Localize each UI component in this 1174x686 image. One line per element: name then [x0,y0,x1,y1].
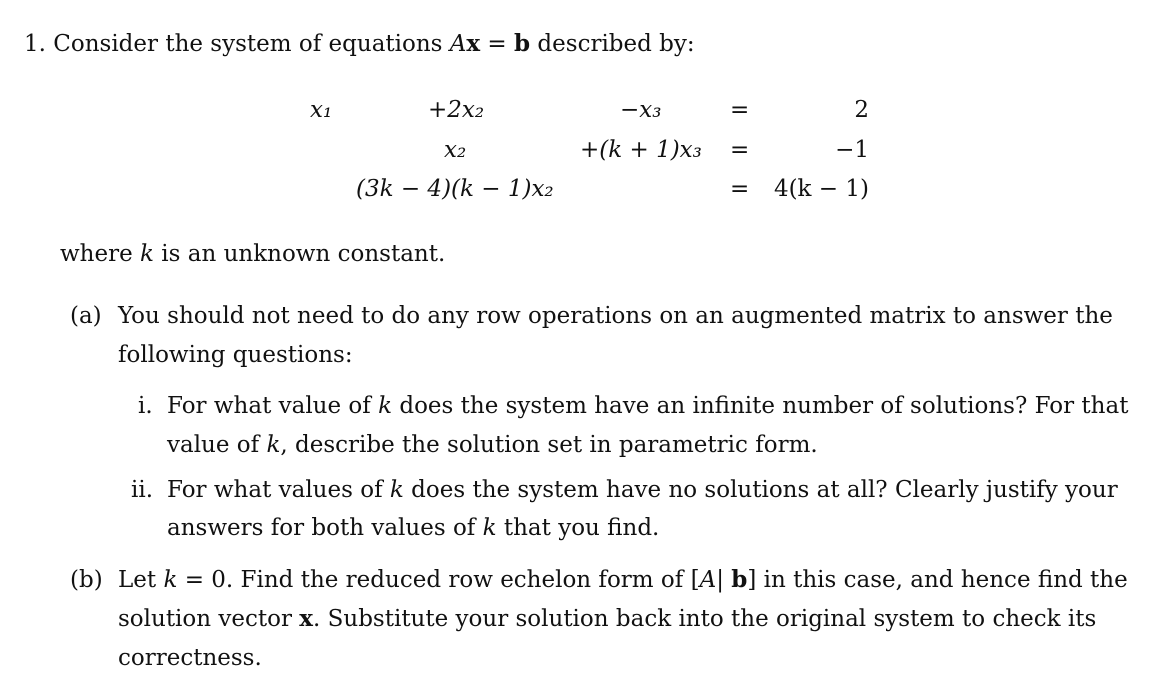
eq-row2-rhs: −1 [835,137,869,163]
problem-intro-tail: described by: [530,31,695,57]
b-line2-post: . Substitute your solution back into the original system to check its [313,606,1097,632]
part-a-line1: You should not need to do any row operations on an augmented matrix to answer the [118,303,1113,329]
problem-number: 1. [24,31,46,57]
i-line2-post: , describe the solution set in parametric form. [280,432,818,458]
eq-row2-col2: x₂ [444,137,467,163]
problem-header [24,31,695,57]
part-a-i-line1 [167,393,1128,419]
part-b-line3: correctness. [118,645,262,671]
ii-line2-post: that you find. [496,515,660,541]
eq-row1-col2: +2x₂ [428,97,485,123]
k-symbol: k [163,567,178,593]
eq-row3-col2: (3k − 4)(k − 1)x₂ [356,176,554,202]
k-symbol: k [378,393,393,419]
ii-line2-pre: answers for both values of [167,515,483,541]
part-b-line1 [118,567,1128,593]
augment-bar: | [716,567,732,593]
part-b-label: (b) [70,567,103,593]
eq-row2-col3: +(k + 1)x₃ [580,137,702,163]
part-a-ii-line1 [167,477,1118,503]
part-a-label: (a) [70,303,102,329]
part-b-line2 [118,606,1096,632]
eq-row1-col3: −x₃ [620,97,662,123]
part-a-line2: following questions: [118,342,353,368]
where-line [60,241,445,267]
eq-row2-equals: = [730,137,750,163]
k-symbol: k [266,432,281,458]
eq-row1-equals: = [730,97,750,123]
eq-row3-equals: = [730,176,750,202]
where-post: is an unknown constant. [153,241,446,267]
vector-x-symbol: x [466,30,481,57]
b-line1-pre: Let [118,567,164,593]
b-line2-pre: solution vector [118,606,300,632]
ii-line1-pre: For what values of [167,477,390,503]
i-line1-pre: For what value of [167,393,379,419]
b-line1-eq: = 0. Find the reduced row echelon form of [ [177,567,700,593]
matrix-A-symbol: A [449,31,467,57]
eq-row1-rhs: 2 [854,97,869,123]
i-line1-post: does the system have an infinite number of solutions? For that [392,393,1129,419]
part-a-ii-line2 [167,515,659,541]
part-a-i-label: i. [138,393,153,419]
equals-sign: = [480,31,515,57]
k-symbol: k [389,477,404,503]
ii-line1-post: does the system have no solutions at all? Clearly justify your [403,477,1118,503]
matrix-A-symbol: A [699,567,717,593]
vector-b-symbol: b [514,30,531,57]
k-symbol: k [482,515,497,541]
part-a-i-line2 [167,432,818,458]
k-symbol: k [140,241,154,267]
b-line1-post: ] in this case, and hence find the [747,567,1128,593]
vector-b-symbol: b [731,566,748,593]
i-line2-pre: value of [167,432,267,458]
part-a-ii-label: ii. [131,477,154,503]
vector-x-symbol: x [299,605,313,632]
eq-row3-rhs: 4(k − 1) [773,176,869,202]
eq-row1-col1: x₁ [310,97,333,123]
where-pre: where [60,241,141,267]
problem-intro-text: Consider the system of equations [53,31,443,57]
